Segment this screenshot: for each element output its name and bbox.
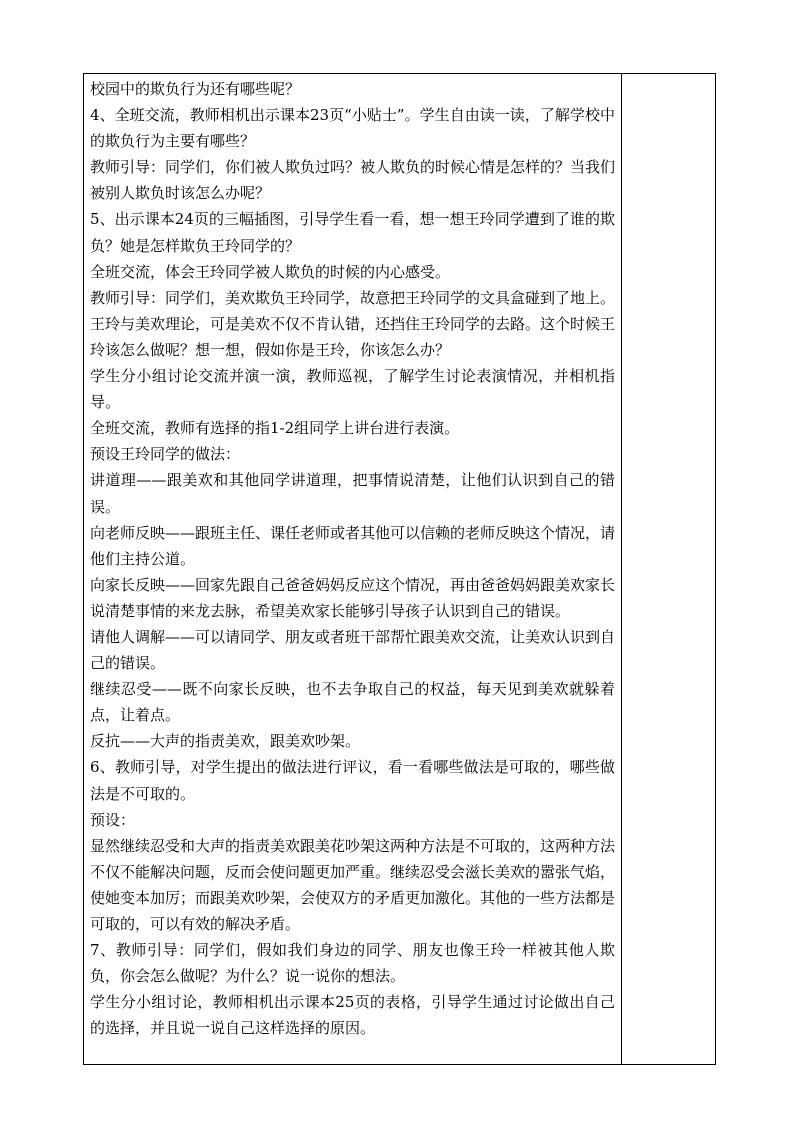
paragraph: 教师引导：同学们，你们被人欺负过吗？被人欺负的时候心情是怎样的？当我们被别人欺负时该怎么办呢？ [90, 158, 616, 203]
paragraph: 预设： [90, 810, 136, 829]
paragraph: 学生分小组讨论，教师相机出示课本25页的表格，引导学生通过讨论做出自己的选择，并且说一说自己这样选择的原因。 [90, 993, 615, 1038]
notes-cell [622, 74, 715, 1064]
paragraph: 4、全班交流，教师相机出示课本23页“小贴士”。学生自由读一读，了解学校中的欺负行为主要有哪些？ [90, 106, 615, 151]
paragraph: 预设王玲同学的做法： [90, 445, 241, 464]
paragraph: 7、教师引导：同学们，假如我们身边的同学、朋友也像王玲一样被其他人欺负，你会怎么做呢？为什么？说一说你的想法。 [90, 941, 615, 986]
paragraph: 6、教师引导，对学生提出的做法进行评议，看一看哪些做法是可取的，哪些做法是不可取的。 [90, 758, 615, 803]
paragraph: 全班交流，教师有选择的指1-2组同学上讲台进行表演。 [90, 419, 460, 438]
paragraph: 向老师反映——跟班主任、课任老师或者其他可以信赖的老师反映这个情况，请他们主持公道。 [90, 523, 616, 568]
paragraph: 学生分小组讨论交流并演一演，教师巡视，了解学生讨论表演情况，并相机指导。 [90, 367, 615, 412]
paragraph: 5、出示课本24页的三幅插图，引导学生看一看，想一想王玲同学遭到了谁的欺负？她是怎样欺负王玲同学的？ [90, 210, 615, 255]
lesson-plan-table [83, 73, 716, 1065]
paragraph: 全班交流，体会王玲同学被人欺负的时候的内心感受。 [90, 262, 451, 281]
paragraph: 继续忍受——既不向家长反映，也不去争取自己的权益，每天见到美欢就躲着点，让着点。 [90, 680, 615, 725]
paragraph: 显然继续忍受和大声的指责美欢跟美花吵架这两种方法是不可取的，这两种方法不仅不能解决问题，反而会使问题更加严重。继续忍受会滋长美欢的嚣张气焰，使她变本加厉；而跟美欢吵架，会使双方的矛盾更加激化。其他的一些方法都是可取的，可以有效的解决矛盾。 [90, 836, 616, 933]
paragraph: 教师引导：同学们，美欢欺负王玲同学，故意把王玲同学的文具盒碰到了地上。王玲与美欢理论，可是美欢不仅不肯认错，还挡住王玲同学的去路。这个时候王玲该怎么做呢？想一想，假如你是王玲，你该怎么办？ [90, 288, 616, 359]
paragraph: 向家长反映——回家先跟自己爸爸妈妈反应这个情况，再由爸爸妈妈跟美欢家长说清楚事情的来龙去脉，希望美欢家长能够引导孩子认识到自己的错误。 [90, 575, 616, 620]
paragraph: 请他人调解——可以请同学、朋友或者班干部帮忙跟美欢交流，让美欢认识到自己的错误。 [90, 627, 616, 673]
paragraph: 反抗——大声的指责美欢，跟美欢吵架。 [90, 732, 361, 751]
content-cell [84, 74, 622, 1064]
paragraph: 校园中的欺负行为还有哪些呢？ [90, 80, 301, 98]
paragraph: 讲道理——跟美欢和其他同学讲道理，把事情说清楚，让他们认识到自己的错误。 [90, 471, 615, 516]
